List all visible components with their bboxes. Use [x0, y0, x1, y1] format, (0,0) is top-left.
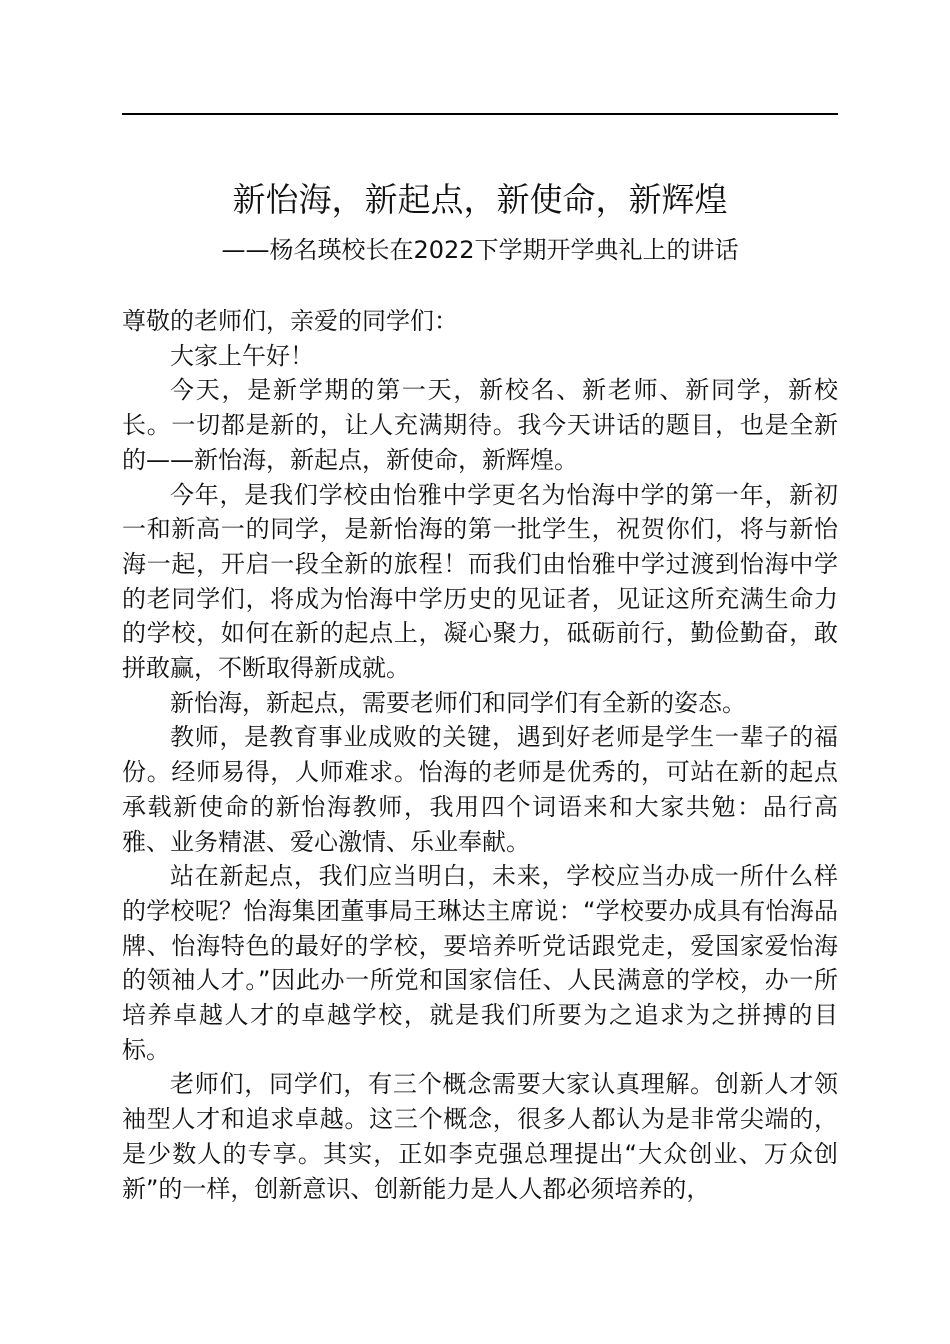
paragraph-school-goal: 站在新起点，我们应当明白，未来，学校应当办成一所什么样的学校呢？怡海集团董事局王琳达主席说：“学校要办成具有怡海品牌、怡海特色的最好的学校，要培养听党话跟党走，爱国家爱怡海的领袖人才。”因此办一所党和国家信任、人民满意的学校，办一所培养卓越人才的卓越学校，就是我们所要为之追求为之拼搏的目标。	[122, 862, 838, 1064]
paragraph-renaming: 今年，是我们学校由怡雅中学更名为怡海中学的第一年，新初一和新高一的同学，是新怡海的第一批学生，祝贺你们，将与新怡海一起，开启一段全新的旅程！而我们由怡雅中学过渡到怡海中学的老同学们，将成为怡海中学历史的见证者，见证这所充满生命力的学校，如何在新的起点上，凝心聚力，砥砺前行，勤俭勤奋，敢拼敢赢，不断取得新成就。	[122, 480, 838, 683]
salutation: 尊敬的老师们，亲爱的同学们：	[122, 307, 458, 335]
paragraph-greeting: 大家上午好！	[170, 341, 314, 370]
paragraph-three-concepts: 老师们，同学们，有三个概念需要大家认真理解。创新人才领袖型人才和追求卓越。这三个概念，很多人都认为是非常尖端的，是少数人的专享。其实，正如李克强总理提出“大众创业、万众创新”的一样，创新意识、创新能力是人人都必须培养的，	[122, 1070, 838, 1203]
document-body	[122, 304, 838, 1206]
paragraph-new-attitude: 新怡海，新起点，需要老师们和同学们有全新的姿态。	[170, 688, 746, 717]
paragraph-teachers: 教师，是教育事业成败的关键，遇到好老师是学生一辈子的福份。经师易得，人师难求。怡海的老师是优秀的，可站在新的起点承载新使命的新怡海教师，我用四个词语来和大家共勉：品行高雅、业务精湛、爱心激情、乐业奉献。	[122, 723, 838, 856]
paragraph-new-semester: 今天，是新学期的第一天，新校名、新老师、新同学，新校长。一切都是新的，让人充满期待。我今天讲话的题目，也是全新的——新怡海，新起点，新使命，新辉煌。	[122, 376, 838, 474]
header-rule	[122, 113, 838, 115]
document-subtitle: ——杨名瑛校长在2022下学期开学典礼上的讲话	[221, 236, 739, 264]
document-title: 新怡海，新起点，新使命，新辉煌	[232, 180, 728, 219]
